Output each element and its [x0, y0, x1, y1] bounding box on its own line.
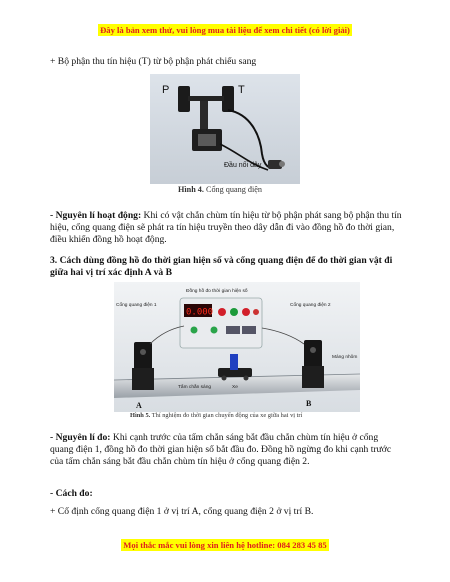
- figure-5-caption: [130, 412, 302, 419]
- wire-connector-label: Đầu nối dây: [224, 162, 262, 169]
- experiment-photo: [114, 282, 360, 412]
- figure-4: [150, 74, 300, 184]
- hotline-text: Mọi thắc mắc vui lòng xin liên hệ hotline: 084 283 45 85: [123, 540, 327, 550]
- principle-text: Khi có vật chắn chùm tín hiệu từ bộ phận phát sang bộ phận thu tín hiệu, cổng quang điện sẽ phát ra tín hiệu truyền theo dây dẫn đi vào đồng hồ đo thời gian, điều khiển đồng hồ hoạt động.: [50, 210, 402, 246]
- principle-paragraph: [50, 210, 402, 247]
- plate-label: Tấm chắn sáng: [178, 385, 212, 390]
- car-label: Xe: [232, 385, 238, 390]
- measure-text: Khi cạnh trước của tấm chắn sáng bắt đầu chắn chùm tín hiệu ở cổng quang điện 1, đồng hồ đo thời gian hiện số bắt đầu đo. Đồng hồ ngừng đo khi cạnh trước của tấm chắn sáng bắt đầu chắn chùm tín hiệu ở cổng quang điện 2.: [50, 432, 392, 468]
- step-1-paragraph: + Cố định cổng quang điện 1 ở vị trí A, cổng quang điện 2 ở vị trí B.: [50, 506, 314, 517]
- figure-5-caption-text: Thí nghiệm đo thời gian chuyển động của xe giữa hai vị trí: [151, 412, 303, 419]
- label-t: T: [238, 84, 245, 96]
- point-a: A: [136, 401, 142, 410]
- measure-paragraph: [50, 432, 402, 469]
- figure-4-caption-text: Cổng quang điện: [206, 185, 262, 194]
- receiver-paragraph: + Bộ phận thu tín hiệu (T) từ bộ phận phát chiếu sang: [50, 56, 257, 67]
- principle-label: - Nguyên lí hoạt động:: [50, 210, 142, 221]
- method-heading: [50, 488, 402, 500]
- gate-1-label: Cổng quang điện 1: [116, 303, 157, 308]
- figure-4-caption: [178, 185, 262, 194]
- point-b: B: [306, 399, 312, 408]
- figure-5-caption-prefix: Hình 5.: [130, 412, 151, 419]
- rail-label: Máng nhôm: [332, 355, 358, 360]
- photogate-photo: [150, 74, 300, 184]
- gate-2-label: Cổng quang điện 2: [290, 303, 331, 308]
- measure-label: - Nguyên lí đo:: [50, 432, 111, 443]
- section-3-heading: 3. Cách dùng đồng hồ đo thời gian hiện số và cổng quang điện để đo thời gian vật đi giữa hai vị trí xác định A và B: [50, 255, 393, 279]
- method-label: - Cách đo:: [50, 488, 93, 499]
- preview-banner: [0, 20, 450, 38]
- label-p: P: [162, 84, 170, 96]
- preview-banner-text: Đây là bản xem thử, vui lòng mua tài liệu để xem chi tiết (có lời giải): [100, 25, 350, 35]
- hotline-footer: [0, 535, 450, 553]
- figure-4-caption-prefix: Hình 4.: [178, 185, 204, 194]
- clock-label: Đồng hồ đo thời gian hiện số: [186, 289, 248, 294]
- figure-5: [114, 282, 360, 412]
- timer-display: 0.000: [186, 307, 214, 318]
